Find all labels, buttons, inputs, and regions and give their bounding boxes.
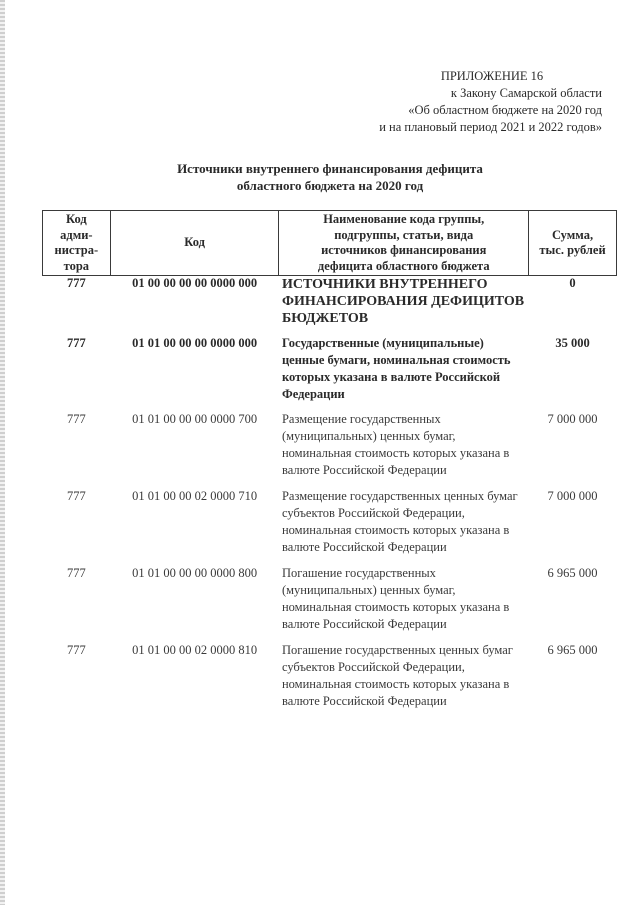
appendix-line-2: «Об областном бюджете на 2020 год [408, 103, 602, 117]
scan-edge [0, 0, 5, 905]
appendix-header [312, 68, 602, 136]
cell-name: Государственные (муниципальные) ценные бумаги, номинальная стоимость которых указана в валюте Российской Федерации [281, 336, 511, 401]
cell-sum: 0 [569, 276, 576, 290]
cell-name: Размещение государственных (муниципальных) ценных бумаг, номинальная стоимость которых указана в валюте Российской Федерации [281, 412, 510, 477]
cell-code: 01 01 00 00 02 0000 810 [132, 643, 258, 657]
cell-code: 01 01 00 00 00 0000 800 [132, 566, 258, 580]
cell-admin-code: 777 [66, 566, 86, 580]
document-title-line-1: Источники внутреннего финансирования дефицита [177, 161, 483, 176]
cell-admin-code: 777 [66, 643, 86, 657]
table-header-row [43, 211, 617, 276]
cell-name: Погашение государственных ценных бумаг субъектов Российской Федерации, номинальная стоимость которых указана в валюте Российской Федерации [281, 643, 513, 708]
header-name: Наименование кода группы, подгруппы, статьи, вида источников финансирования дефицита областного бюджета [279, 211, 529, 276]
cell-admin-code: 777 [66, 412, 86, 426]
cell-sum: 7 000 000 [547, 489, 598, 503]
document-title-line-2: областного бюджета на 2020 год [236, 178, 424, 193]
appendix-title: ПРИЛОЖЕНИЕ 16 [440, 69, 544, 83]
appendix-line-1: к Закону Самарской области [450, 86, 602, 100]
cell-name: Размещение государственных ценных бумаг субъектов Российской Федерации, номинальная стоимость которых указана в валюте Российской Федерации [281, 489, 518, 554]
table-row [43, 335, 617, 411]
cell-code: 01 01 00 00 00 0000 700 [132, 412, 258, 426]
header-code: Код [110, 211, 279, 276]
cell-code: 01 01 00 00 02 0000 710 [132, 489, 258, 503]
cell-admin-code: 777 [66, 336, 86, 350]
cell-admin-code: 777 [66, 276, 86, 290]
appendix-line-3: и на плановый период 2021 и 2022 годов» [379, 120, 602, 134]
cell-sum: 6 965 000 [547, 566, 598, 580]
cell-sum: 7 000 000 [547, 412, 598, 426]
header-sum: Сумма, тыс. рублей [529, 211, 617, 276]
cell-code: 01 00 00 00 00 0000 000 [132, 276, 258, 290]
table-row [43, 565, 617, 642]
document-title [120, 160, 540, 194]
cell-sum: 35 000 [555, 336, 590, 350]
financing-sources-table [42, 210, 617, 719]
table-row [43, 488, 617, 565]
cell-code: 01 01 00 00 00 0000 000 [132, 336, 258, 350]
table-row [43, 411, 617, 488]
table-row [43, 276, 617, 336]
header-admin-code: Код адми- нистра- тора [43, 211, 111, 276]
cell-sum: 6 965 000 [547, 643, 598, 657]
cell-admin-code: 777 [66, 489, 86, 503]
table-row [43, 642, 617, 719]
cell-name: Погашение государственных (муниципальных) ценных бумаг, номинальная стоимость которых указана в валюте Российской Федерации [281, 566, 510, 631]
cell-name: ИСТОЧНИКИ ВНУТРЕННЕГО ФИНАНСИРОВАНИЯ ДЕФИЦИТОВ БЮДЖЕТОВ [281, 277, 525, 326]
